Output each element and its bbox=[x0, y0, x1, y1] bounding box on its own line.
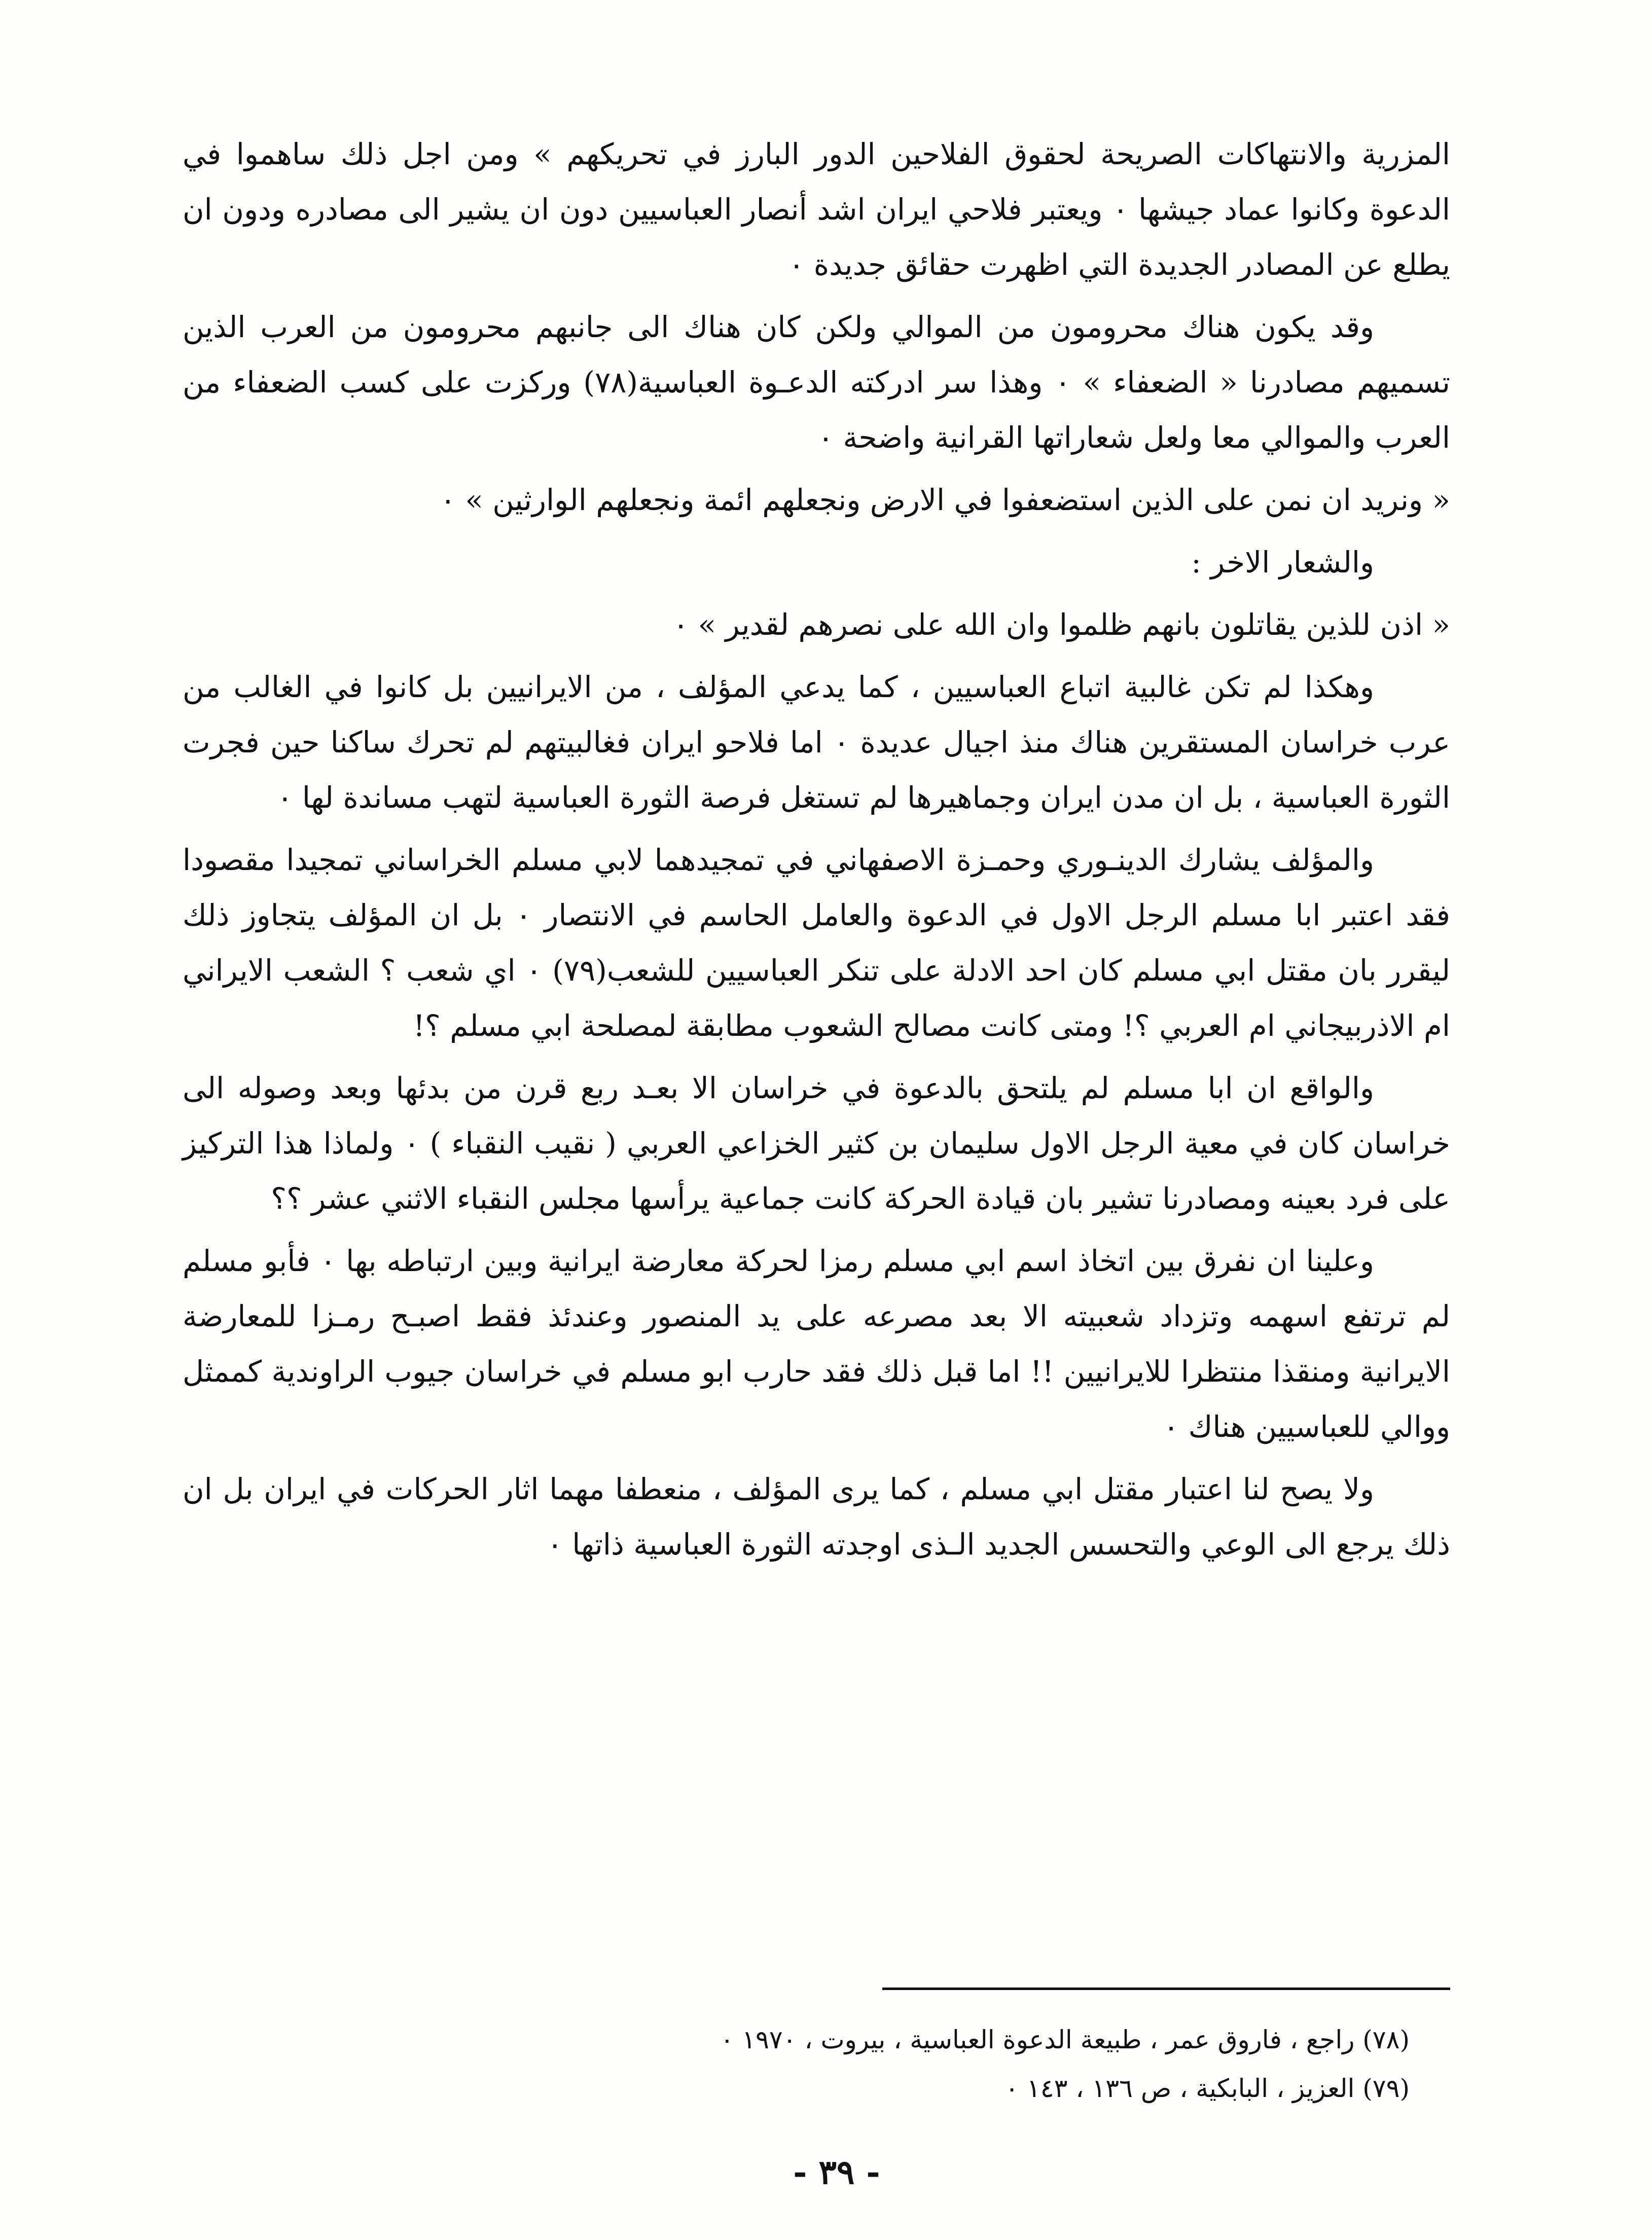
footnote-divider bbox=[882, 1988, 1450, 1990]
footnotes bbox=[183, 2015, 1410, 2113]
paragraph-3: والشعار الاخر : bbox=[1191, 545, 1374, 580]
paragraph-6: والواقع ان ابا مسلم لم يلتحق بالدعوة في خراسان الا بعـد ربع قرن من بدئها وبعد وصوله الى خراسان كان في معية الرجل الاول سليمان بن كثير الخزاعي العربي ( نقيب النقباء ) ٠ ولماذا هذا التركيز على فرد بعينه ومصادرنا تشير بان قيادة الحركة كانت جماعية يرأسها مجلس النقباء الاثني عشر ؟؟ bbox=[183, 1071, 1451, 1216]
body-text bbox=[183, 127, 1450, 1579]
paragraph-1: المزرية والانتهاكات الصريحة لحقوق الفلاحين الدور البارز في تحريكهم » ومن اجل ذلك ساهموا في الدعوة وكانوا عماد جيشها ٠ ويعتبر فلاحي ايران اشد أنصار العباسيين دون ان يشير الى مصادره ودون ان يطلع عن المصادر الجديدة التي اظهرت حقائق جديدة ٠ bbox=[183, 137, 1450, 282]
paragraph-8: ولا يصح لنا اعتبار مقتل ابي مسلم ، كما يرى المؤلف ، منعطفا مهما اثار الحركات في ايران بل ان ذلك يرجع الى الوعي والتحسس الجديد الـذى اوجدته الثورة العباسية ذاتها ٠ bbox=[183, 1472, 1450, 1562]
quran-quote-1: « ونريد ان نمن على الذين استضعفوا في الارض ونجعلهم ائمة ونجعلهم الوارثين » ٠ bbox=[440, 483, 1450, 517]
paragraph-2: وقد يكون هناك محرومون من الموالي ولكن كان هناك الى جانبهم محرومون من العرب الذين تسميهم مصادرنا « الضعفاء » ٠ وهذا سر ادركته الدعـوة العباسية(٧٨) وركزت على كسب الضعفاء من العرب والموالي معا ولعل شعاراتها القرانية واضحة ٠ bbox=[183, 310, 1450, 455]
paragraph-7: وعلينا ان نفرق بين اتخاذ اسم ابي مسلم رمزا لحركة معارضة ايرانية وبين ارتباطه بها ٠ فأبو مسلم لم ترتفع اسهمه وتزداد شعبيته الا بعد مصرعه على يد المنصور وعندئذ فقط اصبـح رمـزا للمعارضة الايرانية ومنقذا منتظرا للايرانيين !! اما قبل ذلك فقد حارب ابو مسلم في خراسان جيوب الراوندية كممثل ووالي للعباسيين هناك ٠ bbox=[183, 1244, 1450, 1444]
page-number: - ٣٩ - bbox=[793, 2152, 880, 2192]
footnote-79: (٧٩) العزيز ، البابكية ، ص ١٣٦ ، ١٤٣ ٠ bbox=[1005, 2074, 1410, 2103]
quran-quote-2: « اذن للذين يقاتلون بانهم ظلموا وان الله على نصرهم لقدير » ٠ bbox=[672, 607, 1450, 642]
paragraph-4: وهكذا لم تكن غالبية اتباع العباسيين ، كما يدعي المؤلف ، من الايرانيين بل كانوا في الغالب من عرب خراسان المستقرين هناك منذ اجيال عديدة ٠ اما فلاحو ايران فغالبيتهم لم تحرك ساكنا حين فجرت الثورة العباسية ، بل ان مدن ايران وجماهيرها لم تستغل فرصة الثورة العباسية لتهب مساندة لها ٠ bbox=[183, 670, 1451, 815]
footnote-78: (٧٨) راجع ، فاروق عمر ، طبيعة الدعوة العباسية ، بيروت ، ١٩٧٠ ٠ bbox=[720, 2025, 1410, 2054]
paragraph-5: والمؤلف يشارك الدينـوري وحمـزة الاصفهاني في تمجيدهما لابي مسلم الخراساني تمجيدا مقصودا فقد اعتبر ابا مسلم الرجل الاول في الدعوة والعامل الحاسم في الانتصار ٠ بل ان المؤلف يتجاوز ذلك ليقرر بان مقتل ابي مسلم كان احد الادلة على تنكر العباسيين للشعب(٧٩) ٠ اي شعب ؟ الشعب الايراني ام الاذربيجاني ام العربي ؟! ومتى كانت مصالح الشعوب مطابقة لمصلحة ابي مسلم ؟! bbox=[183, 843, 1450, 1043]
